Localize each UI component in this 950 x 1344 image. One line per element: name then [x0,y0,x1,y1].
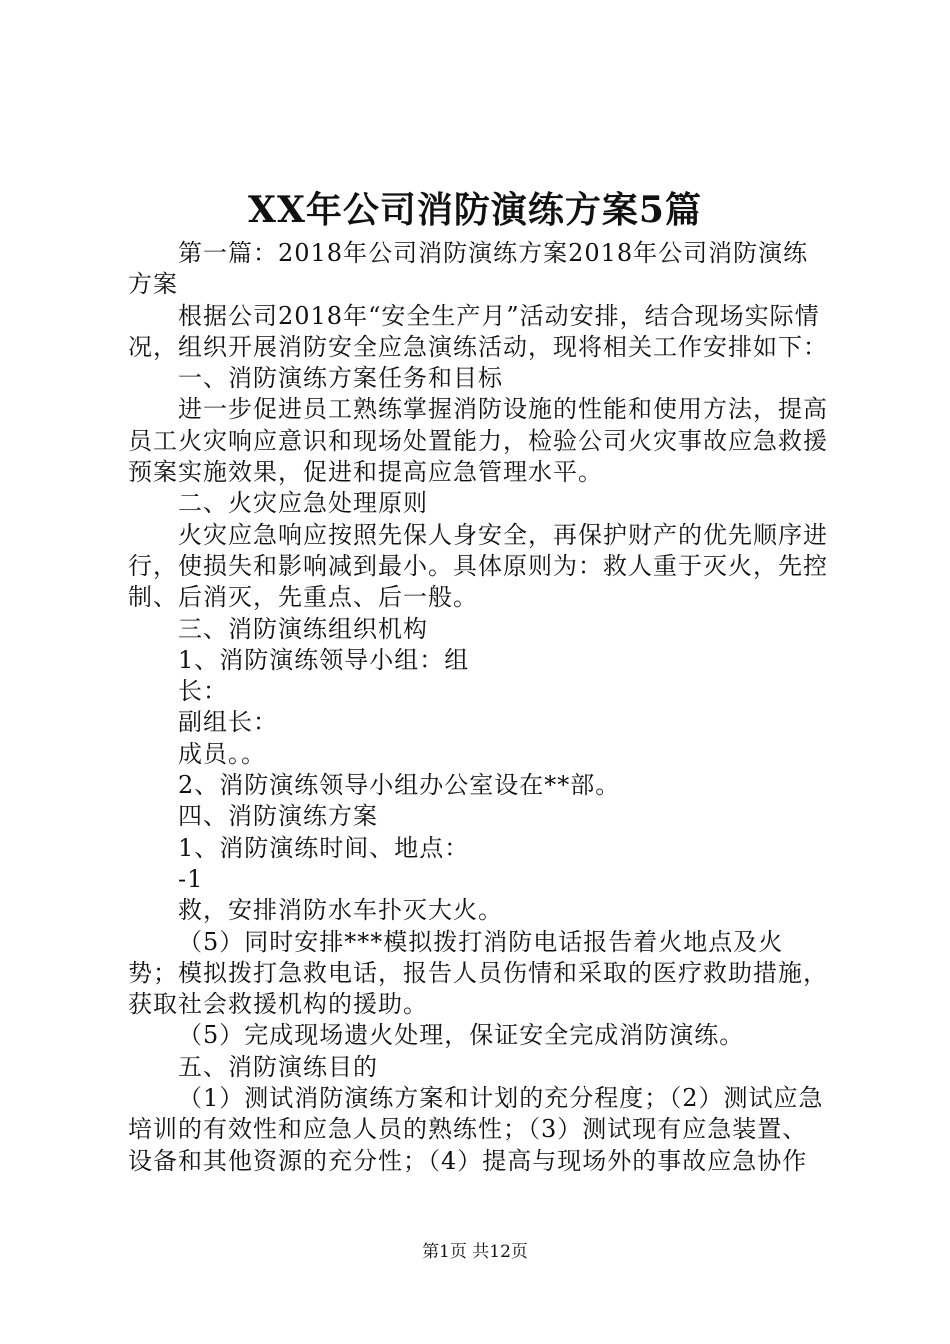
list-item-leadership-group: 1、消防演练领导小组：组 [178,645,470,674]
paragraph-intro-heading: 第一篇：2018年公司消防演练方案2018年公司消防演练方案 [128,239,809,299]
paragraph-fire-truck: 救，安排消防水车扑灭大火。 [178,896,503,925]
list-item-deputy-leader: 副组长： [178,708,278,737]
section-heading-organization: 三、消防演练组织机构 [178,614,428,643]
paragraph-objectives: 进一步促进员工熟练掌握消防设施的性能和使用方法，提高员工火灾响应意识和现场处置能力，检验公司火灾事故应急救援预案实施效果，促进和提高应急管理水平。 [128,395,828,487]
paragraph-principles: 火灾应急响应按照先保人身安全，再保护财产的优先顺序进行，使损失和影响减到最小。具体原则为：救人重于灭火，先控制、后消灭，先重点、后一般。 [128,520,828,612]
section-heading-principles: 二、火灾应急处理原则 [178,489,428,518]
section-heading-objectives: 一、消防演练方案任务和目标 [178,364,503,393]
paragraph-cleanup: （5）完成现场遗火处理，保证安全完成消防演练。 [178,1021,745,1050]
list-item-time-location: 1、消防演练时间、地点： [178,833,470,862]
paragraph-background: 根据公司2018年“安全生产月”活动安排，结合现场实际情况，组织开展消防安全应急演练活动，现将相关工作安排如下： [128,301,828,361]
page-number: 第1页 共12页 [422,1242,528,1262]
section-heading-purpose: 五、消防演练目的 [178,1052,378,1081]
document-title: XX年公司消防演练方案5篇 [248,189,702,231]
list-item-members: 成员。。 [178,739,266,768]
list-item-leader: 长： [178,677,228,706]
paragraph-purpose: （1）测试消防演练方案和计划的充分程度；（2）测试应急培训的有效性和应急人员的熟练性；（3）测试现有应急装置、设备和其他资源的充分性；（4）提高与现场外的事故应急协作 [128,1084,824,1175]
fragment-line: -1 [178,864,204,893]
document-body [128,238,832,1177]
list-item-office: 2、消防演练领导小组办公室设在**部。 [178,771,621,800]
section-heading-plan: 四、消防演练方案 [178,802,378,831]
paragraph-emergency-calls: （5）同时安排***模拟拨打消防电话报告着火地点及火势；模拟拨打急救电话，报告人员伤情和采取的医疗救助措施，获取社会救援机构的援助。 [128,927,828,1019]
